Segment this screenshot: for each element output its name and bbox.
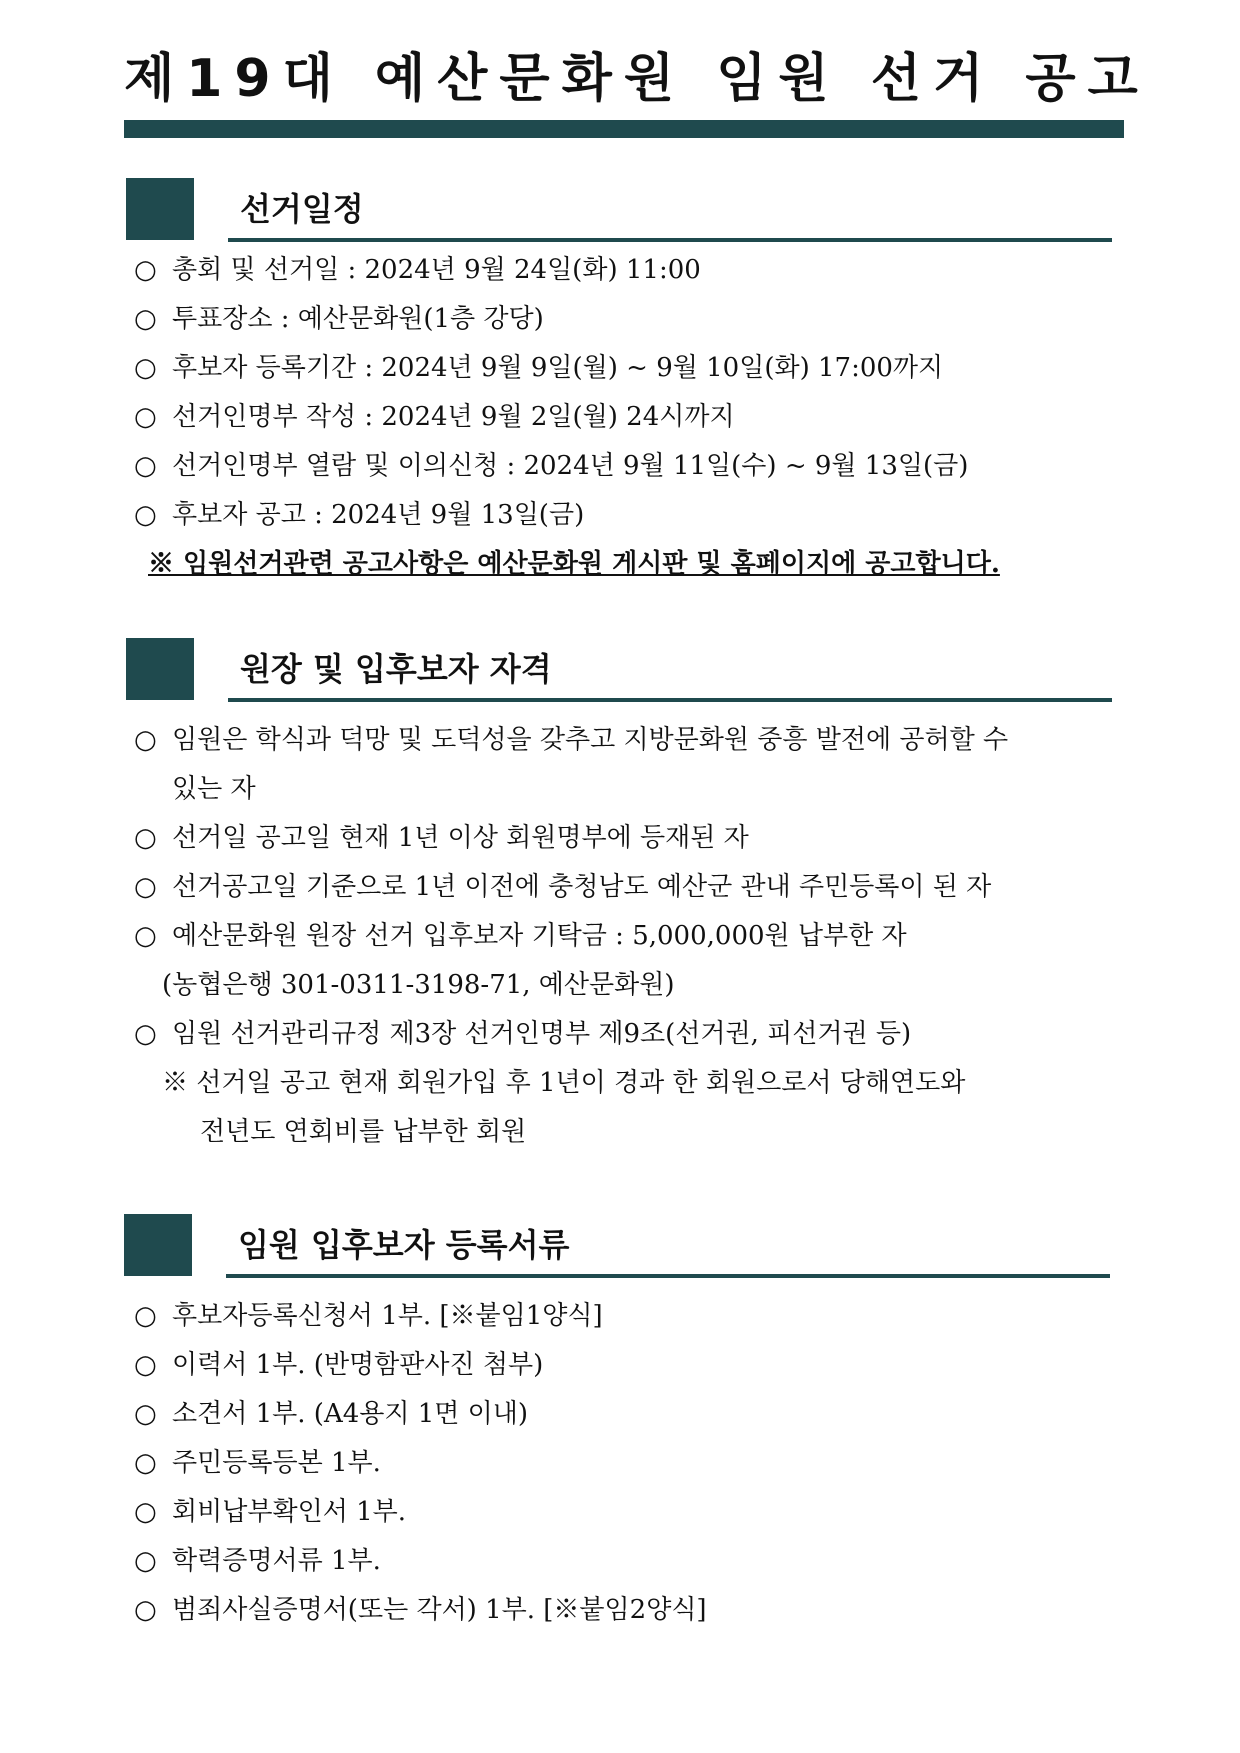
bullet-circle-icon: ○ [134, 255, 157, 285]
list-item-text: 소견서 1부. (A4용지 1면 이내) [172, 1399, 529, 1429]
bullet-circle-icon: ○ [134, 1350, 157, 1380]
bank-account-text: (농협은행 301-0311-3198-71, 예산문화원) [162, 970, 675, 1000]
bullet-circle-icon: ○ [134, 1595, 157, 1625]
qualifications-list [134, 716, 1008, 1157]
list-item [134, 863, 1008, 912]
list-item-text: 후보자 공고 : 2024년 9월 13일(금) [172, 500, 585, 530]
bullet-circle-icon: ○ [134, 1019, 157, 1049]
list-item-text: 주민등록등본 1부. [172, 1448, 381, 1478]
bullet-circle-icon: ○ [134, 402, 157, 432]
bullet-circle-icon: ○ [134, 1546, 157, 1576]
list-item-text: 학력증명서류 1부. [172, 1546, 381, 1576]
list-item [134, 393, 1000, 442]
list-item-text: 선거공고일 기준으로 1년 이전에 충청남도 예산군 관내 주민등록이 된 자 [172, 872, 992, 902]
list-item [134, 716, 1008, 765]
bullet-circle-icon: ○ [134, 1399, 157, 1429]
list-item-text: 투표장소 : 예산문화원(1층 강당) [172, 304, 544, 334]
bullet-circle-icon: ○ [134, 1497, 157, 1527]
list-item-text: 선거인명부 작성 : 2024년 9월 2일(월) 24시까지 [172, 402, 735, 432]
list-item [134, 491, 1000, 540]
list-item-text: 후보자등록신청서 1부. [※붙임1양식] [172, 1301, 603, 1331]
title-underline-bar [124, 120, 1124, 138]
section-marker-documents [124, 1214, 192, 1276]
list-item [134, 1292, 707, 1341]
list-item [134, 1537, 707, 1586]
list-item [134, 814, 1008, 863]
section-rule-documents [226, 1274, 1110, 1278]
list-item [134, 344, 1000, 393]
bullet-circle-icon: ○ [134, 921, 157, 951]
eligibility-note-continuation: 전년도 연회비를 납부한 회원 [200, 1117, 527, 1147]
bullet-circle-icon: ○ [134, 872, 157, 902]
list-item [134, 1341, 707, 1390]
bullet-circle-icon: ○ [134, 500, 157, 530]
bullet-circle-icon: ○ [134, 1448, 157, 1478]
bullet-circle-icon: ○ [134, 823, 157, 853]
schedule-notice: ※ 임원선거관련 공고사항은 예산문화원 게시판 및 홈페이지에 공고합니다. [148, 549, 1000, 579]
list-item-account [134, 961, 1008, 1010]
list-item [134, 295, 1000, 344]
list-item [134, 1010, 1008, 1059]
list-item-text: 후보자 등록기간 : 2024년 9월 9일(월) ~ 9월 10일(화) 17:00까지 [172, 353, 944, 383]
list-item-text: 선거인명부 열람 및 이의신청 : 2024년 9월 11일(수) ~ 9월 13일(금) [172, 451, 969, 481]
list-item [134, 246, 1000, 295]
schedule-list [134, 246, 1000, 589]
list-item-text: 임원 선거관리규정 제3장 선거인명부 제9조(선거권, 피선거권 등) [172, 1019, 912, 1049]
section-marker-qualifications [126, 638, 194, 700]
bullet-circle-icon: ○ [134, 304, 157, 334]
section-marker-schedule [126, 178, 194, 240]
bullet-circle-icon: ○ [134, 1301, 157, 1331]
bullet-circle-icon: ○ [134, 725, 157, 755]
list-item-text: 범죄사실증명서(또는 각서) 1부. [※붙임2양식] [172, 1595, 707, 1625]
list-item-text: 총회 및 선거일 : 2024년 9월 24일(화) 11:00 [172, 255, 701, 285]
list-item [134, 1586, 707, 1635]
list-item-continuation [134, 765, 1008, 814]
section-rule-qualifications [228, 698, 1112, 702]
list-item [134, 1390, 707, 1439]
bullet-circle-icon: ○ [134, 451, 157, 481]
list-item-text: 있는 자 [172, 774, 256, 804]
section-heading-qualifications: 원장 및 입후보자 자격 [240, 650, 552, 688]
eligibility-note: ※ 선거일 공고 현재 회원가입 후 1년이 경과 한 회원으로서 당해연도와 [162, 1068, 966, 1098]
list-item [134, 912, 1008, 961]
section-rule-schedule [228, 238, 1112, 242]
list-item-text: 이력서 1부. (반명함판사진 첨부) [172, 1350, 544, 1380]
list-item [134, 1439, 707, 1488]
list-item-text: 선거일 공고일 현재 1년 이상 회원명부에 등재된 자 [172, 823, 749, 853]
list-item [134, 1488, 707, 1537]
bullet-circle-icon: ○ [134, 353, 157, 383]
document-title: 제19대 예산문화원 임원 선거 공고 [124, 49, 1150, 109]
section-heading-schedule: 선거일정 [240, 190, 364, 228]
section-heading-documents: 임원 입후보자 등록서류 [238, 1226, 570, 1264]
list-item-text: 회비납부확인서 1부. [172, 1497, 406, 1527]
documents-list [134, 1292, 707, 1635]
list-item-text: 임원은 학식과 덕망 및 도덕성을 갖추고 지방문화원 중흥 발전에 공허할 수 [172, 725, 1009, 755]
list-item [134, 442, 1000, 491]
list-item-text: 예산문화원 원장 선거 입후보자 기탁금 : 5,000,000원 납부한 자 [172, 921, 907, 951]
